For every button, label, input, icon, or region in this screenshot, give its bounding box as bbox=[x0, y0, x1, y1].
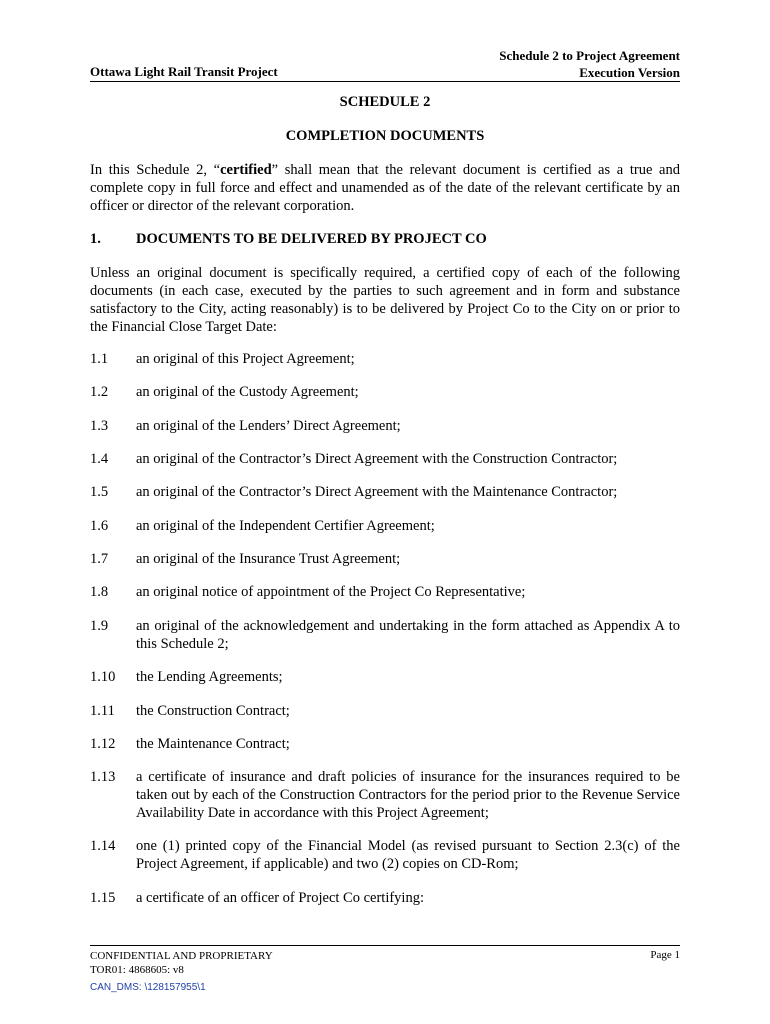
intro-text-after: ” shall mean that the relevant document is certified as a true and complete copy in full force and effect and unamended as of the date of the relevant certificate by an officer or director of the relevant corporation. bbox=[90, 162, 680, 214]
intro-paragraph bbox=[90, 161, 680, 215]
list-item-number: 1.10 bbox=[90, 669, 116, 685]
list-item-text: an original of the Independent Certifier Agreement; bbox=[136, 518, 435, 534]
section-paragraph: Unless an original document is specifically required, a certified copy of each of the following documents (in each case, executed by the parties to such agreement and in form and substance satisfactory to the City, acting reasonably) is to be delivered by Project Co to the City on or prior to the Financial Close Target Date: bbox=[90, 265, 680, 335]
list-item bbox=[90, 483, 680, 501]
list-item-number: 1.2 bbox=[90, 384, 109, 400]
list-item-number: 1.12 bbox=[90, 736, 116, 752]
schedule-subtitle: COMPLETION DOCUMENTS bbox=[285, 128, 485, 144]
list-item-text: an original of the Contractor’s Direct Agreement with the Construction Contractor; bbox=[136, 451, 618, 467]
header-right bbox=[499, 47, 680, 81]
list-item-text: a certificate of an officer of Project Co certifying: bbox=[136, 890, 424, 906]
list-item bbox=[90, 517, 680, 535]
list-item-text: an original of the Contractor’s Direct Agreement with the Maintenance Contractor; bbox=[136, 484, 618, 500]
footer-left bbox=[90, 949, 273, 977]
list-item-number: 1.3 bbox=[90, 418, 109, 434]
list-item-text: a certificate of insurance and draft policies of insurance for the insurances required to be taken out by each of the Construction Contractors for the period prior to the Revenue Service Availability Date in accordance with this Project Agreement; bbox=[136, 769, 680, 821]
section-heading bbox=[90, 231, 487, 248]
list-item bbox=[90, 837, 680, 873]
list-item bbox=[90, 417, 680, 435]
footer-divider bbox=[90, 945, 680, 946]
list-item-number: 1.14 bbox=[90, 838, 116, 854]
list-item-text: an original notice of appointment of the Project Co Representative; bbox=[136, 584, 526, 600]
list-item-number: 1.8 bbox=[90, 584, 109, 600]
list-item bbox=[90, 702, 680, 720]
list-item-text: an original of the acknowledgement and undertaking in the form attached as Appendix A to this Schedule 2; bbox=[136, 618, 680, 652]
footer-doc-id: TOR01: 4868605: v8 bbox=[90, 964, 184, 976]
list-item bbox=[90, 889, 680, 907]
list-item-number: 1.9 bbox=[90, 618, 109, 634]
schedule-title: SCHEDULE 2 bbox=[339, 94, 431, 110]
header-schedule-label: Schedule 2 to Project Agreement bbox=[499, 48, 680, 63]
intro-text-before: In this Schedule 2, “ bbox=[90, 162, 221, 178]
list-item-number: 1.5 bbox=[90, 484, 109, 500]
footer-confidential: CONFIDENTIAL AND PROPRIETARY bbox=[90, 950, 273, 962]
list-item-number: 1.15 bbox=[90, 890, 116, 906]
list-item-text: an original of the Lenders’ Direct Agreement; bbox=[136, 418, 401, 434]
list-item-number: 1.7 bbox=[90, 551, 109, 567]
footer-page-number: Page 1 bbox=[650, 949, 680, 961]
list-item bbox=[90, 383, 680, 401]
header-divider bbox=[90, 81, 680, 82]
list-item bbox=[90, 550, 680, 568]
list-item bbox=[90, 768, 680, 822]
footer-dms-reference: CAN_DMS: \128157955\1 bbox=[90, 982, 206, 993]
list-item-number: 1.13 bbox=[90, 769, 116, 785]
list-item bbox=[90, 617, 680, 653]
section-title: DOCUMENTS TO BE DELIVERED BY PROJECT CO bbox=[136, 231, 487, 247]
list-item-text: the Maintenance Contract; bbox=[136, 736, 290, 752]
list-item-text: the Construction Contract; bbox=[136, 703, 290, 719]
list-item bbox=[90, 350, 680, 368]
list-item bbox=[90, 735, 680, 753]
list-item-text: an original of the Insurance Trust Agreement; bbox=[136, 551, 401, 567]
list-item bbox=[90, 668, 680, 686]
list-item-text: the Lending Agreements; bbox=[136, 669, 283, 685]
list-item-text: an original of this Project Agreement; bbox=[136, 351, 355, 367]
list-item-number: 1.6 bbox=[90, 518, 109, 534]
list-item-text: one (1) printed copy of the Financial Model (as revised pursuant to Section 2.3(c) of the Project Agreement, if applicable) and two (2) copies on CD-Rom; bbox=[136, 838, 680, 872]
section-number: 1. bbox=[90, 231, 101, 247]
list-item-number: 1.1 bbox=[90, 351, 109, 367]
header-project-name: Ottawa Light Rail Transit Project bbox=[90, 64, 278, 79]
list-item-text: an original of the Custody Agreement; bbox=[136, 384, 359, 400]
list-item bbox=[90, 583, 680, 601]
list-item bbox=[90, 450, 680, 468]
list-item-number: 1.11 bbox=[90, 703, 115, 719]
intro-defined-term: certified bbox=[220, 162, 272, 178]
list-item-number: 1.4 bbox=[90, 451, 109, 467]
header-version-label: Execution Version bbox=[579, 65, 680, 80]
